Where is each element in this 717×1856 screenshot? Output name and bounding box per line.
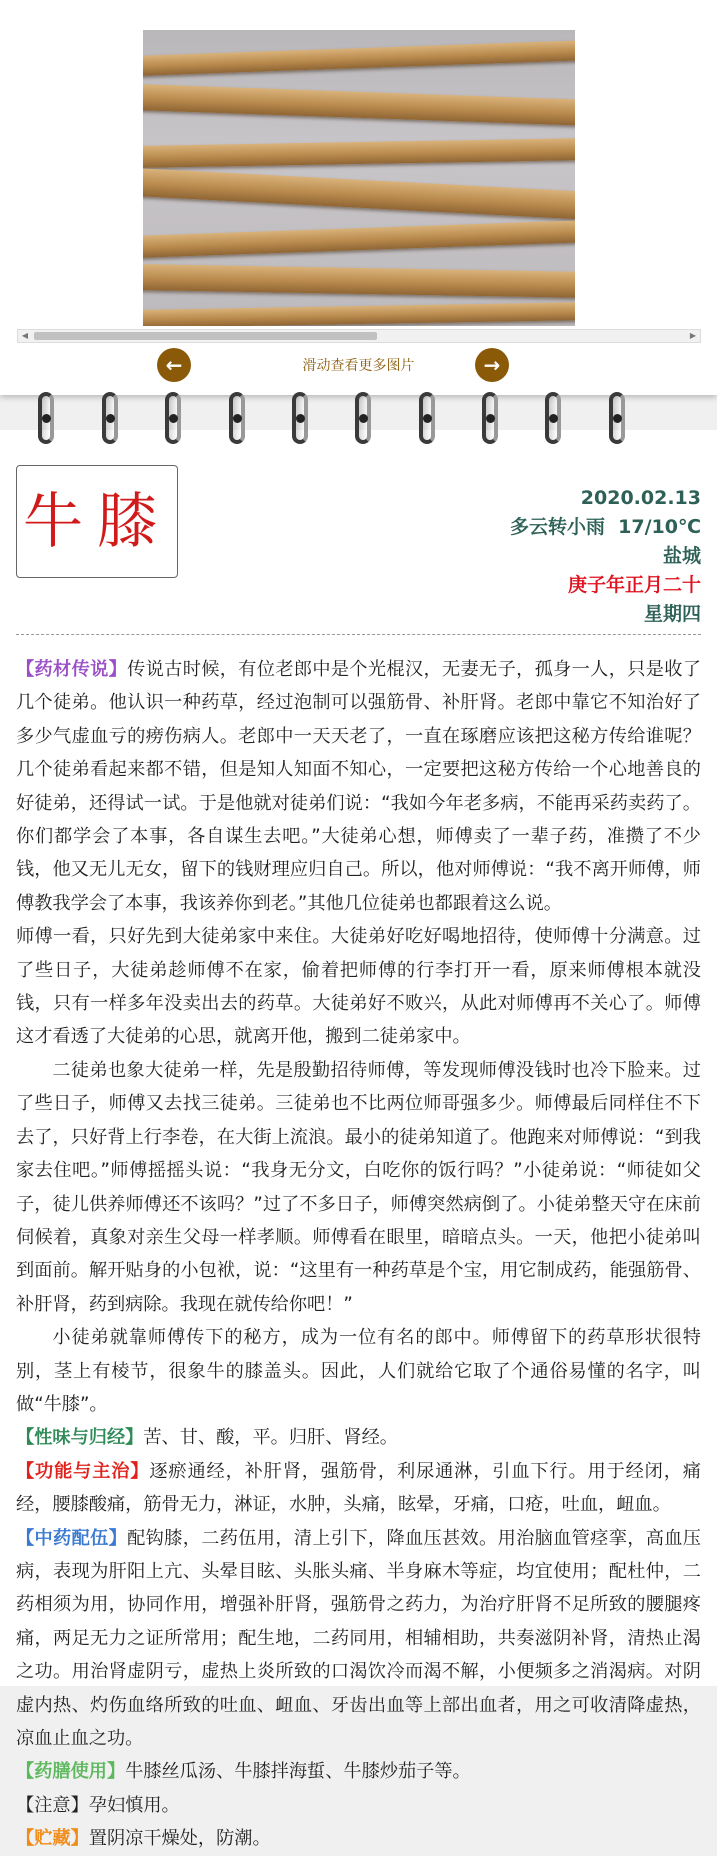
binder-ring bbox=[36, 392, 58, 446]
section-tag-function: 【功能与主治】 bbox=[16, 1460, 150, 1482]
scroll-right-icon[interactable]: ▶ bbox=[689, 331, 697, 340]
function-section bbox=[16, 1455, 701, 1522]
binder-ring bbox=[417, 392, 439, 446]
weekday: 星期四 bbox=[643, 603, 701, 625]
binder-rings bbox=[0, 392, 717, 452]
legend-paragraph: 二徒弟也象大徒弟一样，先是殷勤招待师傅，等发现师傅没钱时也冷下脸来。过了些日子，师傅又去找三徒弟。三徒弟也不比两位师哥强多少。师傅最后同样住不下去了，只好背上行李卷，在大街上流浪。最小的徒弟知道了。他跑来对师傅说：“到我家去住吧。”师傅摇摇头说：“我身无分文，白吃你的饭行吗？”小徒弟说：“师徒如父子，徒儿供养师傅还不该吗？”过了不多日子，师傅突然病倒了。小徒弟整天守在床前伺候着，真象对亲生父母一样孝顺。师傅看在眼里，暗暗点头。一天，他把小徒弟叫到面前。解开贴身的小包袱，说：“这里有一种药草是个宝，用它制成药，能强筋骨、补肝肾，药到病除。我现在就传给你吧！” bbox=[16, 1059, 701, 1315]
swipe-hint: 滑动查看更多图片 bbox=[302, 358, 415, 374]
section-text: 苦、甘、酸，平。归肝、肾经。 bbox=[143, 1427, 398, 1449]
next-image-button[interactable] bbox=[475, 348, 509, 382]
section-text: 逐瘀通经，补肝肾，强筋骨，利尿通淋，引血下行。用于经闭，痛经，腰膝酸痛，筋骨无力，淋证，水肿，头痛，眩晕，牙痛，口疮，吐血，衄血。 bbox=[16, 1460, 701, 1516]
section-tag-diet: 【药膳使用】 bbox=[16, 1761, 126, 1783]
section-tag-caution: 【注意】 bbox=[16, 1794, 89, 1816]
binder-ring bbox=[227, 392, 249, 446]
legend-paragraph: 师傅一看，只好先到大徒弟家中来住。大徒弟好吃好喝地招待，使师傅十分满意。过了些日子，大徒弟趁师傅不在家，偷着把师傅的行李打开一看，原来师傅根本就没钱，只有一样多年没卖出去的药草。大徒弟好不败兴，从此对师傅再不关心了。师傅这才看透了大徒弟的心思，就离开他，搬到二徒弟家中。 bbox=[16, 926, 701, 1048]
lunar-date: 庚子年正月二十 bbox=[567, 574, 701, 596]
section-text: 牛膝丝瓜汤、牛膝拌海蜇、牛膝炒茄子等。 bbox=[125, 1761, 471, 1783]
binder-ring bbox=[163, 392, 185, 446]
section-tag-legend: 【药材传说】 bbox=[16, 659, 128, 680]
section-text: 配钩膝，二药伍用，清上引下，降血压甚效。用治脑血管痉挛，高血压病，表现为肝阳上亢、头晕目眩、头胀头痛、半身麻木等症，均宜使用；配杜仲，二药相须为用，协同作用，增强补肝肾，强筋骨之药力，为治疗肝肾不足所致的腰腿疼痛，两足无力之证所常用；配生地，二药同用，相辅相助，共奏滋阴补肾，清热止渴之功。用治肾虚阴亏，虚热上炎所致的口渴饮冷而渴不解，小便频多之消渴病。对阴虚内热、灼伤血络所致的吐血、衄血、牙齿出血等上部出血者，用之可收清降虚热，凉血止血之功。 bbox=[16, 1527, 701, 1749]
binder-ring bbox=[480, 392, 502, 446]
article-body bbox=[16, 653, 701, 1856]
binder-ring bbox=[100, 392, 122, 446]
arrow-left-icon: ← bbox=[165, 353, 183, 377]
herb-name-seal bbox=[16, 465, 178, 578]
gallery-scrollbar[interactable] bbox=[17, 329, 701, 343]
image-gallery bbox=[0, 0, 717, 395]
city: 盐城 bbox=[662, 545, 701, 567]
binder-ring bbox=[607, 392, 629, 446]
section-tag-combo: 【中药配伍】 bbox=[16, 1527, 128, 1549]
scroll-thumb[interactable] bbox=[34, 332, 377, 340]
nature-section bbox=[16, 1421, 701, 1454]
date-info bbox=[510, 484, 701, 629]
combo-section bbox=[16, 1522, 701, 1756]
section-tag-storage: 【贮藏】 bbox=[16, 1828, 89, 1850]
binder-ring bbox=[290, 392, 312, 446]
storage-section bbox=[16, 1822, 701, 1855]
binder-ring bbox=[543, 392, 565, 446]
legend-paragraph: 小徒弟就靠师傅传下的秘方，成为一位有名的郎中。师傅留下的药草形状很特别，茎上有棱节，很象牛的膝盖头。因此，人们就给它取了个通俗易懂的名字，叫做“牛膝”。 bbox=[16, 1327, 701, 1415]
binder-ring bbox=[353, 392, 375, 446]
divider bbox=[16, 634, 701, 635]
arrow-right-icon: → bbox=[483, 353, 501, 377]
weather: 多云转小雨 17/10℃ bbox=[509, 516, 701, 538]
seal-text: 牛膝 bbox=[23, 487, 171, 557]
diet-section bbox=[16, 1755, 701, 1788]
legend-paragraph bbox=[16, 653, 701, 920]
section-text: 孕妇慎用。 bbox=[88, 1794, 180, 1816]
section-tag-nature: 【性味与归经】 bbox=[16, 1427, 144, 1449]
scroll-left-icon[interactable]: ◀ bbox=[21, 331, 29, 340]
section-text: 置阴凉干燥处，防潮。 bbox=[88, 1828, 271, 1850]
paragraph-text: 传说古时候，有位老郎中是个光棍汉，无妻无子，孤身一人，只是收了几个徒弟。他认识一种药草，经过泡制可以强筋骨、补肝肾。老郎中靠它不知治好了多少气虚血亏的痨伤病人。老郎中一天天老了，一直在琢磨应该把这秘方传给谁呢？几个徒弟看起来都不错，但是知人知面不知心，一定要把这秘方传给一个心地善良的好徒弟，还得试一试。于是他就对徒弟们说：“我如今年老多病，不能再采药卖药了。你们都学会了本事，各自谋生去吧。”大徒弟心想，师傅卖了一辈子药，准攒了不少钱，他又无儿无女，留下的钱财理应归自己。所以，他对师傅说：“我不离开师傅，师傅教我学会了本事，我该养你到老。”其他几位徒弟也都跟着这么说。 bbox=[16, 659, 701, 914]
caution-section bbox=[16, 1789, 701, 1822]
herb-photo bbox=[143, 30, 575, 326]
date: 2020.02.13 bbox=[580, 487, 701, 509]
